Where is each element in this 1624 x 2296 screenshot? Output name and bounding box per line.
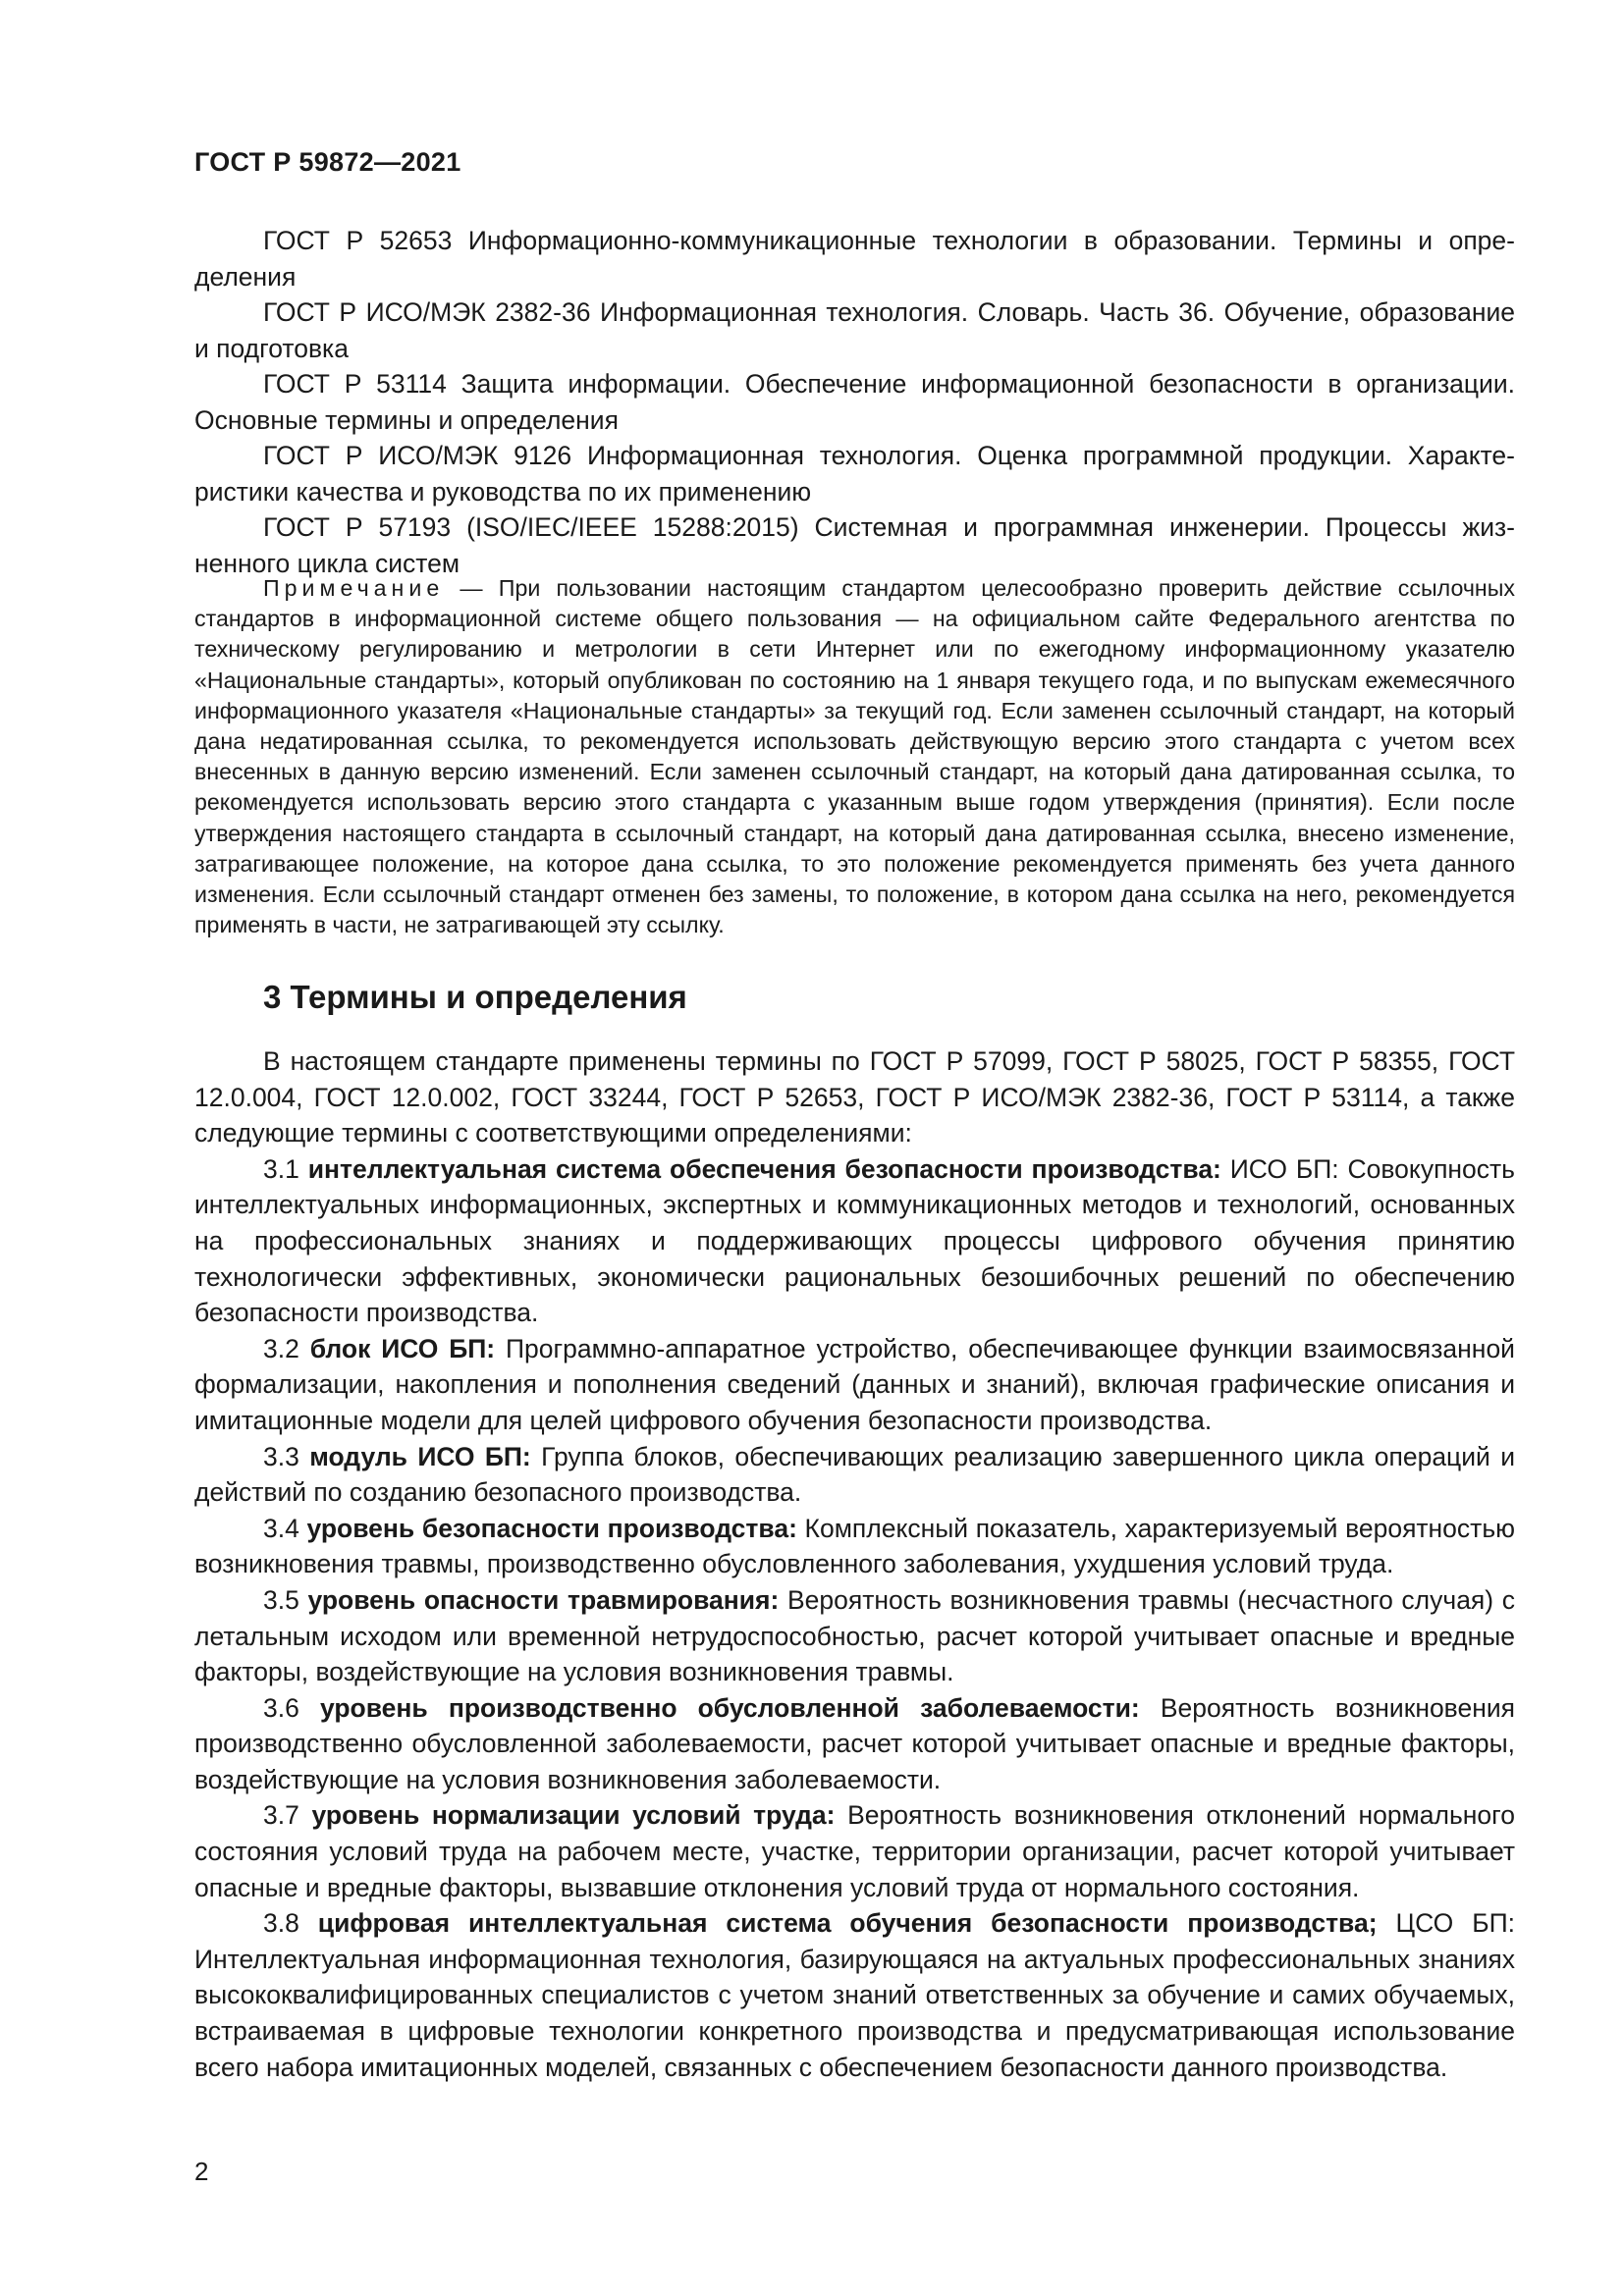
term-definition: Программно-аппаратное устройство, обеспечивающее функции взаимосвязанной формализации, накопления и пополнения сведений (данных и знаний), включая графические описания и имитационные модели для целей цифрового обучения безопасности производства. <box>194 1333 1515 1435</box>
reference-item: ГОСТ Р 57193 (ISO/IEC/IEEE 15288:2015) Системная и программная инженерии. Процессы жизненного цикла систем <box>194 512 1515 578</box>
term-name: уровень опасности травмирования: <box>307 1584 780 1615</box>
term-definition: ЦСО БП: Интеллектуальная информационная технология, базирующаяся на актуальных профессиональных знаниях высококвалифицированных специалистов с учетом знаний ответственных за обучение и самих обучаемых, встраиваемая в цифровые технологии конкретного производства и предусматривающая использование всего набора имитационных моделей, связанных с обеспечением безопасности данного производства. <box>194 1908 1515 2082</box>
section-title: 3 Термины и определения <box>263 979 687 1015</box>
term-number: 3.8 <box>263 1908 299 1939</box>
reference-item: ГОСТ Р ИСО/МЭК 2382-36 Информационная технология. Словарь. Часть 36. Обучение, образование и подготовка <box>194 297 1515 363</box>
term-name: уровень нормализации условий труда: <box>311 1800 836 1831</box>
term-entry <box>194 1151 1515 1331</box>
note-paragraph <box>194 573 1515 940</box>
term-entry <box>194 1690 1515 1798</box>
term-number: 3.1 <box>263 1153 299 1184</box>
term-entry <box>194 1511 1515 1582</box>
note-label: Примечание <box>263 575 445 601</box>
reference-item: ГОСТ Р ИСО/МЭК 9126 Информационная технология. Оценка программной продукции. Характеристики качества и руководства по их применению <box>194 441 1515 507</box>
term-number: 3.4 <box>263 1513 299 1543</box>
term-number: 3.2 <box>263 1333 299 1363</box>
reference-item: ГОСТ Р 52653 Информационно-коммуникационные технологии в образовании. Термины и определения <box>194 226 1515 292</box>
document-code-header: ГОСТ Р 59872—2021 <box>194 147 461 177</box>
normative-references-list <box>194 223 1515 581</box>
terms-list <box>194 1043 1515 2085</box>
term-definition: Вероятность возникновения травмы (несчастного случая) с летальным исходом или временной нетрудоспособностью, расчет которой учитывает опасные и вредные факторы, воздействующие на условия возникновения травмы. <box>194 1584 1515 1687</box>
note-text: — При пользовании настоящим стандартом целесообразно проверить действие ссылочных стандартов в информационной системе общего пользования — на официальном сайте Федерального агентства по техническому регулированию и метрологии в сети Интернет или по ежегодному информационному указателю «Национальные стандарты», который опубликован по состоянию на 1 января текущего года, и по выпускам ежемесячного информационного указателя «Национальные стандарты» за текущий год. Если заменен ссылочный стандарт, на который дана недатированная ссылка, то рекомендуется использовать действующую версию этого стандарта с учетом всех внесенных в данную версию изменений. Если заменен ссылочный стандарт, на который дана датированная ссылка, то рекомендуется использовать версию этого стандарта с указанным выше годом утверждения (принятия). Если после утверждения настоящего стандарта в ссылочный стандарт, на который дана датированная ссылка, внесено изменение, затрагивающее положение, на которое дана ссылка, то это положение рекомендуется применять без учета данного изменения. Если ссылочный стандарт отменен без замены, то положение, в котором дана ссылка на него, рекомендуется применять в части, не затрагивающей эту ссылку. <box>194 575 1515 938</box>
term-number: 3.7 <box>263 1800 299 1831</box>
term-definition: Группа блоков, обеспечивающих реализацию завершенного цикла операций и действий по созданию безопасного производства. <box>194 1441 1516 1508</box>
term-name: уровень производственно обусловленной заболеваемости: <box>319 1692 1140 1723</box>
term-entry <box>194 1905 1515 2085</box>
term-name: интеллектуальная система обеспечения безопасности производства: <box>307 1153 1221 1184</box>
term-entry <box>194 1582 1515 1690</box>
term-entry <box>194 1331 1515 1439</box>
term-number: 3.3 <box>263 1441 299 1471</box>
term-entry <box>194 1439 1515 1511</box>
term-definition: ИСО БП: Совокупность интеллектуальных информационных, экспертных и коммуникационных методов и технологий, основанных на профессиональных знаниях и поддерживающих процессы цифрового обучения принятию технологически эффективных, экономически рациональных безошибочных решений по обеспечению безопасности производства. <box>194 1153 1515 1328</box>
term-number: 3.6 <box>263 1692 299 1723</box>
term-number: 3.5 <box>263 1584 299 1615</box>
term-name: блок ИСО БП: <box>309 1333 496 1363</box>
term-name: уровень безопасности производства: <box>306 1513 797 1543</box>
term-definition: Вероятность возникновения отклонений нормального состояния условий труда на рабочем месте, участке, территории организации, расчет которой учитывает опасные и вредные факторы, вызвавшие отклонения условий труда от нормального состояния. <box>194 1800 1515 1902</box>
page-number: 2 <box>194 2157 209 2186</box>
term-name: цифровая интеллектуальная система обучения безопасности производства; <box>317 1908 1378 1939</box>
section-intro: В настоящем стандарте применены термины по ГОСТ Р 57099, ГОСТ Р 58025, ГОСТ Р 58355, ГОСТ 12.0.004, ГОСТ 12.0.002, ГОСТ 33244, ГОСТ Р 52653, ГОСТ Р ИСО/МЭК 2382-36, ГОСТ Р 53114, а также следующие термины с соответствующими определениями: <box>194 1046 1515 1148</box>
term-definition: Вероятность возникновения производственно обусловленной заболеваемости, расчет которой учитывает опасные и вредные факторы, воздействующие на условия возникновения заболеваемости. <box>194 1692 1515 1794</box>
term-entry <box>194 1797 1515 1905</box>
term-name: модуль ИСО БП: <box>309 1441 531 1471</box>
term-definition: Комплексный показатель, характеризуемый вероятностью возникновения травмы, производственно обусловленного заболевания, ухудшения условий труда. <box>194 1513 1515 1579</box>
reference-item: ГОСТ Р 53114 Защита информации. Обеспечение информационной безопасности в организации. Основные термины и определения <box>194 369 1515 435</box>
